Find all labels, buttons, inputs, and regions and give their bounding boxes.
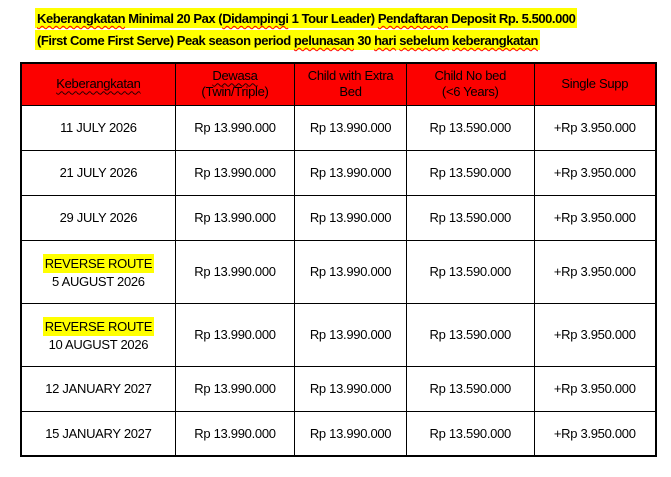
promo-banner: [35, 8, 577, 52]
dewasa-price-cell: Rp 13.990.000: [175, 195, 294, 240]
table-body: [21, 105, 656, 456]
reverse-route-badge: REVERSE ROUTE: [44, 318, 153, 334]
departure-date: 11 JULY 2026: [60, 120, 137, 135]
departure-cell: [21, 105, 175, 150]
column-header-single-supp: [534, 63, 656, 105]
title-text-segment: 1 Tour Leader): [288, 8, 377, 28]
title-text-segment: Pendaftaran: [378, 8, 448, 28]
column-header-label: (<6 Years): [441, 84, 499, 100]
column-header-label: Child No bed: [434, 68, 507, 84]
departure-date: 5 AUGUST 2026: [52, 273, 145, 289]
dewasa-price-cell: Rp 13.990.000: [175, 366, 294, 411]
title-text-segment: Didampingi: [222, 8, 288, 28]
child-extra-bed-price-cell: Rp 13.990.000: [295, 150, 407, 195]
table-row: [21, 411, 656, 456]
single-supp-price-cell: +Rp 3.950.000: [534, 240, 656, 303]
title-text-segment: hari: [374, 30, 396, 50]
column-header-keberangkatan: [21, 63, 175, 105]
table-row: [21, 105, 656, 150]
departure-date: 10 AUGUST 2026: [48, 336, 149, 352]
departure-cell: [21, 303, 175, 366]
title-text-segment: Keberangkatan: [35, 8, 125, 28]
departure-date: 29 JULY 2026: [59, 210, 138, 225]
child-extra-bed-price-cell: Rp 13.990.000: [295, 366, 407, 411]
column-header-label: Keberangkatan: [56, 76, 141, 92]
departure-date: 21 JULY 2026: [59, 165, 138, 180]
title-text-segment: Deposit Rp. 5.500.000: [448, 8, 577, 28]
child-extra-bed-price-cell: Rp 13.990.000: [295, 195, 407, 240]
column-header-label: Bed: [339, 84, 362, 100]
column-header-dewasa: [175, 63, 294, 105]
departure-cell: [21, 411, 175, 456]
departure-date: 12 JANUARY 2027: [45, 381, 152, 396]
table-row: [21, 195, 656, 240]
child-no-bed-price-cell: Rp 13.590.000: [406, 366, 534, 411]
single-supp-price-cell: +Rp 3.950.000: [534, 303, 656, 366]
table-row: [21, 303, 656, 366]
single-supp-price-cell: +Rp 3.950.000: [534, 150, 656, 195]
price-table: [20, 62, 657, 457]
table-header-row: [21, 63, 656, 105]
table-row: [21, 240, 656, 303]
column-header-label: Dewasa: [212, 68, 258, 84]
dewasa-price-cell: Rp 13.990.000: [175, 411, 294, 456]
promo-banner-line-1: [35, 8, 577, 30]
column-header-label: Child with Extra: [307, 68, 394, 84]
title-text-segment: keberangkatan: [452, 30, 540, 50]
child-no-bed-price-cell: Rp 13.590.000: [406, 411, 534, 456]
promo-banner-line-2: [35, 30, 577, 52]
table-row: [21, 366, 656, 411]
single-supp-price-cell: +Rp 3.950.000: [534, 411, 656, 456]
dewasa-price-cell: Rp 13.990.000: [175, 150, 294, 195]
column-header-label: Single Supp: [561, 76, 629, 92]
title-text-segment: Minimal 20 Pax (: [125, 8, 222, 28]
title-text-segment: 30: [354, 30, 374, 50]
child-extra-bed-price-cell: Rp 13.990.000: [295, 411, 407, 456]
column-header-child-extra-bed: [295, 63, 407, 105]
column-header-child-no-bed: [406, 63, 534, 105]
child-extra-bed-price-cell: Rp 13.990.000: [295, 240, 407, 303]
child-no-bed-price-cell: Rp 13.590.000: [406, 303, 534, 366]
title-text-segment: pelunasan: [294, 30, 354, 50]
dewasa-price-cell: Rp 13.990.000: [175, 240, 294, 303]
departure-cell: [21, 195, 175, 240]
child-no-bed-price-cell: Rp 13.590.000: [406, 150, 534, 195]
departure-cell: [21, 150, 175, 195]
child-no-bed-price-cell: Rp 13.590.000: [406, 240, 534, 303]
child-no-bed-price-cell: Rp 13.590.000: [406, 195, 534, 240]
single-supp-price-cell: +Rp 3.950.000: [534, 366, 656, 411]
child-extra-bed-price-cell: Rp 13.990.000: [295, 303, 407, 366]
departure-date: 15 JANUARY 2027: [45, 425, 152, 441]
departure-cell: [21, 240, 175, 303]
table-row: [21, 150, 656, 195]
price-table-head: [21, 63, 656, 105]
dewasa-price-cell: Rp 13.990.000: [175, 105, 294, 150]
reverse-route-badge: REVERSE ROUTE: [44, 255, 153, 271]
departure-cell: [21, 366, 175, 411]
child-no-bed-price-cell: Rp 13.590.000: [406, 105, 534, 150]
title-text-segment: sebelum: [399, 30, 449, 50]
child-extra-bed-price-cell: Rp 13.990.000: [295, 105, 407, 150]
column-header-label: (Twin/Triple): [201, 84, 269, 100]
title-text-segment: (First Come First Serve) Peak season period: [35, 30, 294, 50]
single-supp-price-cell: +Rp 3.950.000: [534, 195, 656, 240]
single-supp-price-cell: +Rp 3.950.000: [534, 105, 656, 150]
dewasa-price-cell: Rp 13.990.000: [175, 303, 294, 366]
